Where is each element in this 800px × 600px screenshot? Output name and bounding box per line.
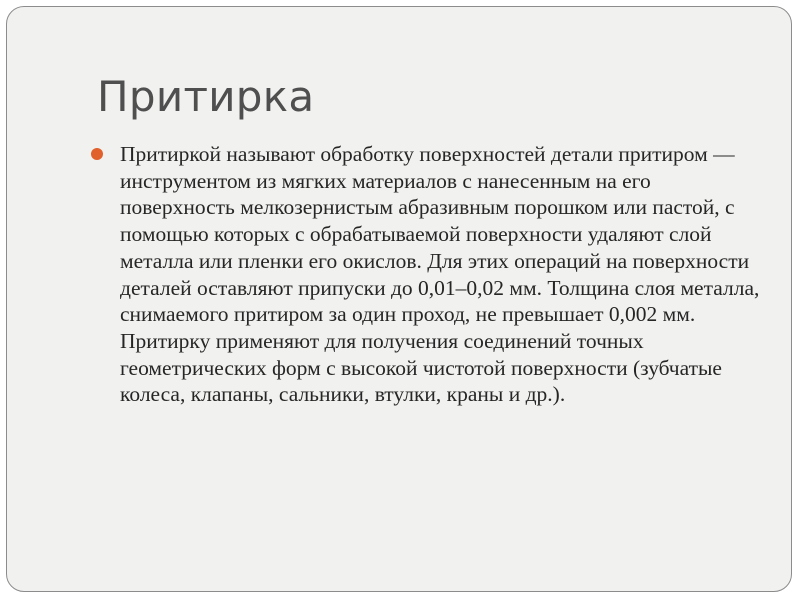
slide-title: Притирка: [97, 72, 315, 121]
slide-frame: [6, 6, 792, 592]
bullet-dot-icon: [91, 148, 103, 160]
bullet-text: Притиркой называют обработку поверхностей детали притиром — инструментом из мягких материалов с нанесенным на его поверхность мелкозернистым абразивным порошком или пастой, с помощью которых с обрабатываемой поверхности удаляют слой металла или пленки его окислов. Для этих операций на поверхности деталей оставляют припуски до 0,01–0,02 мм. Толщина слоя металла, снимаемого притиром за один проход, не превышает 0,002 мм. Притирку применяют для получения соединений точных геометрических форм с высокой чистотой поверхности (зубчатые колеса, клапаны, сальники, втулки, краны и др.).: [120, 142, 760, 407]
bullet-list: [87, 141, 767, 408]
bullet-item: [87, 141, 767, 408]
